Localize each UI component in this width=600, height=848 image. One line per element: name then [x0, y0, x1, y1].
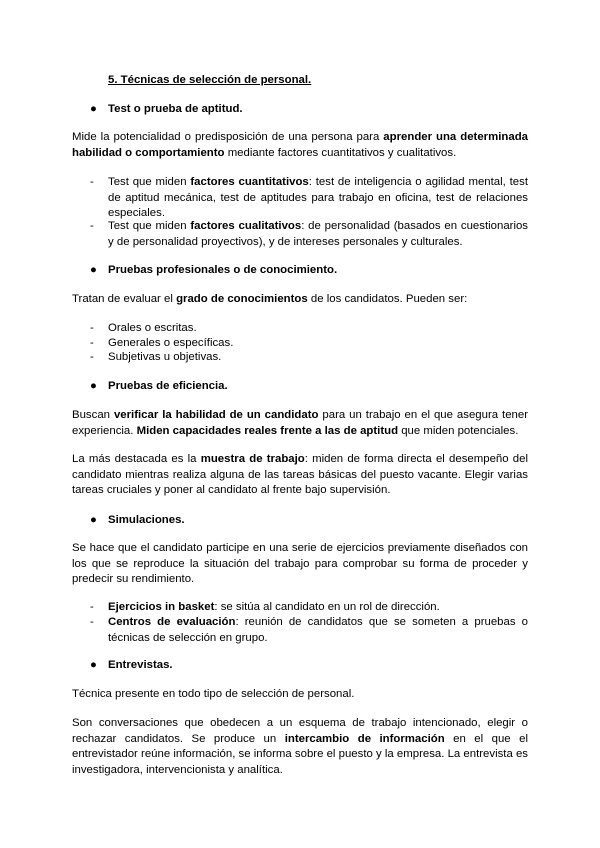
list-item-centros-evaluacion: [90, 615, 528, 646]
dash-marker: -: [90, 601, 94, 613]
paragraph-conocimiento: Tratan de evaluar el grado de conocimientos de los candidatos. Pueden ser:: [72, 293, 468, 305]
list-item-text: Generales o específicas.: [108, 337, 234, 349]
heading-text: Pruebas profesionales o de conocimiento.: [108, 264, 338, 276]
heading-entrevistas: [90, 658, 528, 674]
dash-marker: -: [90, 220, 94, 232]
dash-marker: -: [90, 176, 94, 188]
paragraph-muestra-trabajo: La más destacada es la muestra de trabajo: miden de forma directa el desempeño del candidato mientras realiza alguna de las tareas básicas del puesto vacante. Elegir varias tareas cruciales y poner al candidato al frente bajo supervisión.: [72, 453, 528, 496]
list-item-text: Test que miden factores cuantitativos: test de inteligencia o agilidad mental, test de aptitud mecánica, test de aptitudes para trabajo en oficina, test de relaciones especiales.: [108, 176, 528, 219]
list-item-cuantitativos: [90, 175, 528, 222]
dash-marker: -: [90, 322, 94, 334]
dash-marker: -: [90, 616, 94, 628]
heading-pruebas-eficiencia: [90, 379, 528, 395]
list-item-cualitativos: [90, 219, 528, 250]
list-item-text: Centros de evaluación: reunión de candidatos que se someten a pruebas o técnicas de selección en grupo.: [108, 616, 528, 644]
list-item-text: Test que miden factores cualitativos: de personalidad (basados en cuestionarios y de personalidad proyectivos), y de intereses personales y culturales.: [108, 220, 529, 248]
heading-text: Simulaciones.: [108, 514, 185, 526]
paragraph-tecnica: Técnica presente en todo tipo de selección de personal.: [72, 688, 355, 700]
list-item: [90, 350, 528, 366]
heading-text: Test o prueba de aptitud.: [108, 103, 243, 115]
text-run: Mide la potencialidad o predisposición de una persona para: [72, 131, 384, 143]
list-item-text: Ejercicios in basket: se sitúa al candidato en un rol de dirección.: [108, 601, 440, 613]
bullet-icon: ●: [90, 659, 97, 671]
heading-simulaciones: [90, 513, 528, 529]
heading-text: Entrevistas.: [108, 659, 173, 671]
section-title: 5. Técnicas de selección de personal.: [108, 74, 312, 86]
paragraph-aptitud: [72, 130, 528, 161]
text-run: mediante factores cuantitativos y cualitativos.: [224, 146, 457, 159]
heading-test-aptitud: [90, 102, 528, 118]
paragraph-entrevistas: Son conversaciones que obedecen a un esquema de trabajo intencionado, elegir o rechazar candidatos. Se produce un intercambio de información en el que el entrevistador reúne información, se informa sobre el puesto y la empresa. La entrevista es investigadora, intervencionista y analítica.: [72, 717, 528, 776]
dash-marker: -: [90, 351, 94, 363]
heading-text: Pruebas de eficiencia.: [108, 380, 228, 392]
list-item-text: Orales o escritas.: [108, 322, 197, 334]
bullet-icon: ●: [90, 514, 97, 526]
list-item: [90, 321, 528, 337]
list-item-in-basket: [90, 600, 528, 616]
paragraph-simulaciones: Se hace que el candidato participe en una serie de ejercicios previamente diseñados con los que se reproduce la situación del trabajo para comprobar su forma de proceder y predecir su rendimiento.: [72, 542, 528, 585]
bold-run: aprender una determinada habilidad o comportamiento: [72, 131, 528, 159]
bullet-icon: ●: [90, 264, 97, 276]
heading-pruebas-profesionales: [90, 263, 528, 279]
list-item-text: Subjetivas u objetivas.: [108, 351, 222, 363]
bullet-icon: ●: [90, 103, 97, 115]
dash-marker: -: [90, 337, 94, 349]
paragraph-eficiencia: Buscan verificar la habilidad de un candidato para un trabajo en el que asegura tener experiencia. Miden capacidades reales frente a las de aptitud que miden potenciales.: [72, 409, 528, 437]
bullet-icon: ●: [90, 380, 97, 392]
